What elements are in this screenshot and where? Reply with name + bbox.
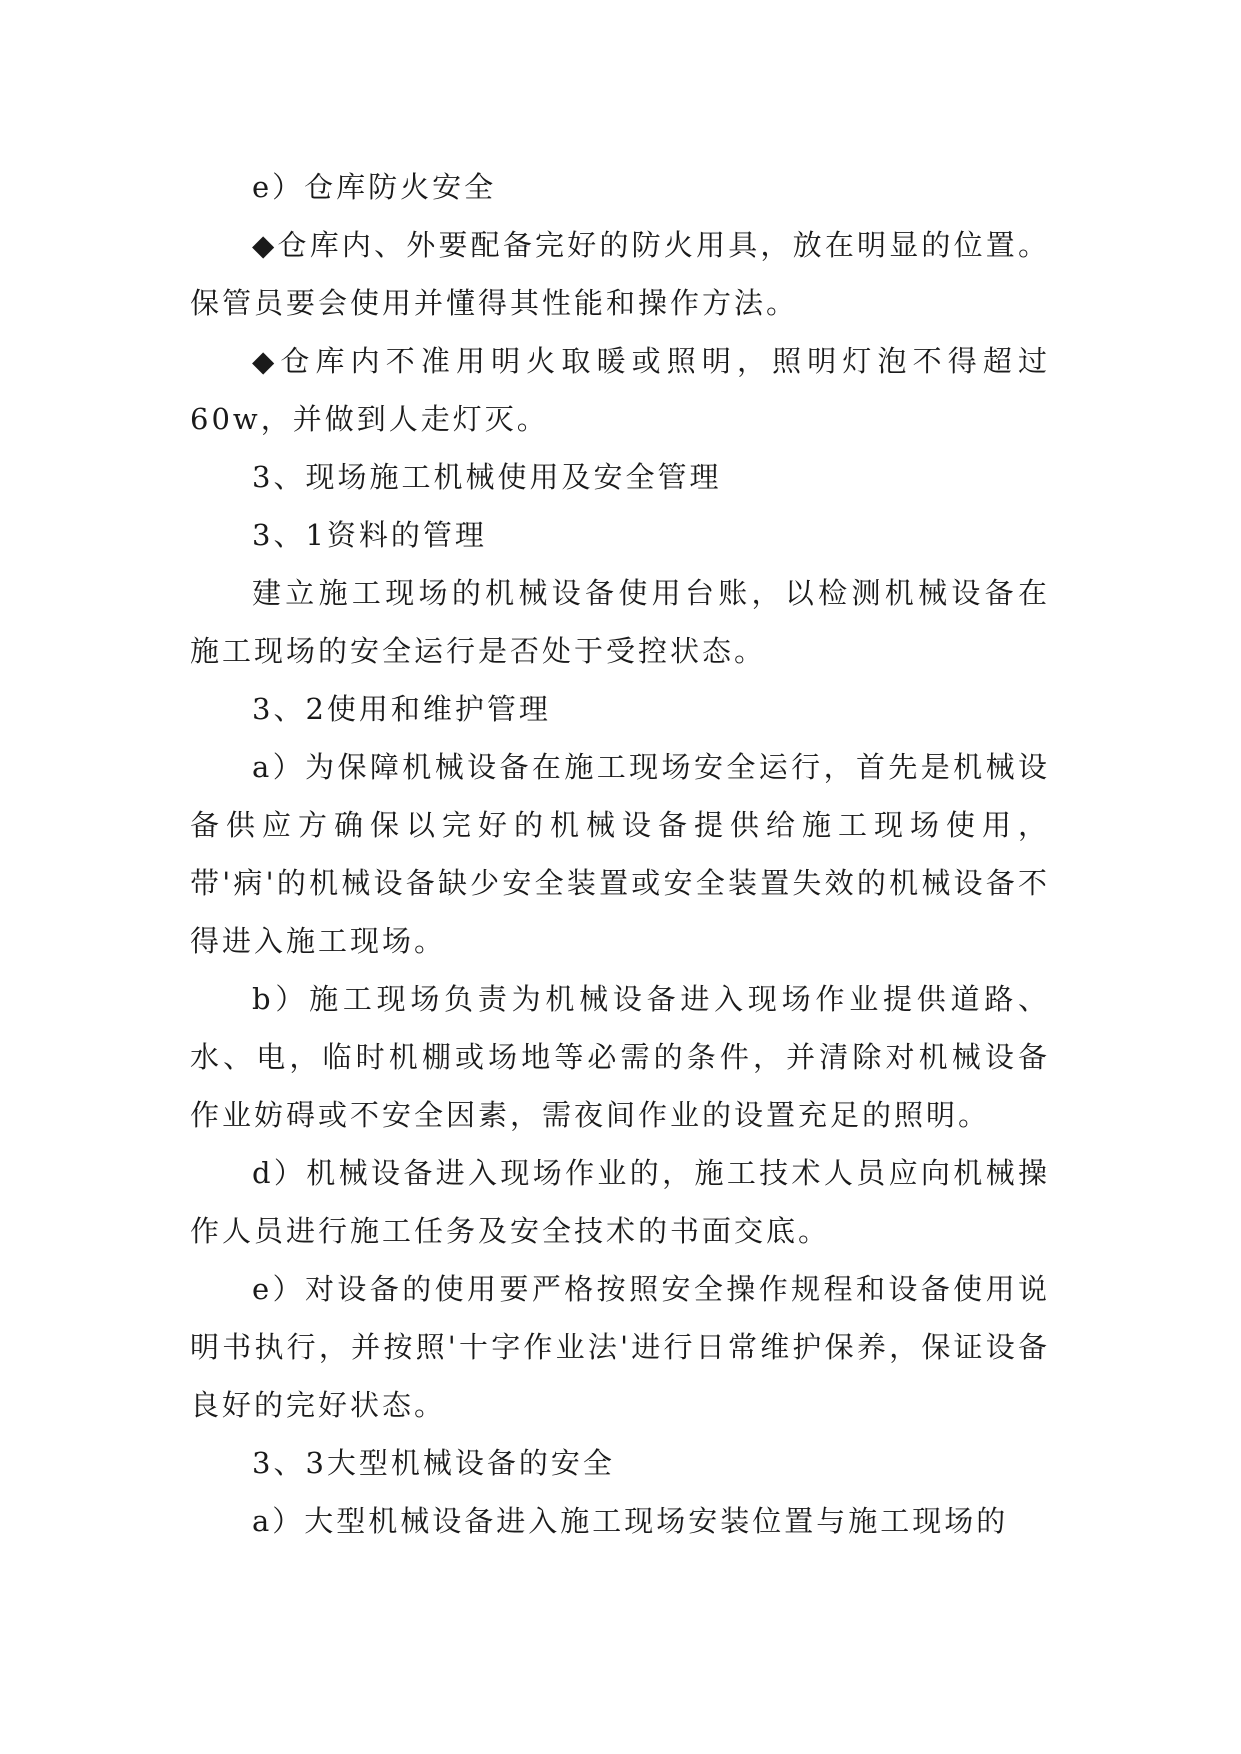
- heading-warehouse-fire-safety: e）仓库防火安全: [252, 170, 497, 204]
- paragraph-item-b-site-conditions: b）施工现场负责为机械设备进入现场作业提供道路、水、电，临时机棚或场地等必需的条件，并清除对机械设备作业妨碍或不安全因素，需夜间作业的设置充足的照明。: [190, 982, 1050, 1132]
- paragraph-item-a-installation: a）大型机械设备进入施工现场安装位置与施工现场的: [252, 1504, 1009, 1538]
- paragraph-fire-equipment: ◆仓库内、外要配备完好的防火用具，放在明显的位置。保管员要会使用并懂得其性能和操作方法。: [190, 228, 1050, 320]
- paragraph-no-open-flame: ◆仓库内不准用明火取暖或照明，照明灯泡不得超过60w，并做到人走灯灭。: [190, 344, 1050, 436]
- paragraph-item-d-briefing: d）机械设备进入现场作业的，施工技术人员应向机械操作人员进行施工任务及安全技术的书面交底。: [190, 1156, 1050, 1248]
- paragraph-equipment-ledger: 建立施工现场的机械设备使用台账，以检测机械设备在施工现场的安全运行是否处于受控状态。: [190, 576, 1050, 668]
- heading-use-and-maintenance: 3、2使用和维护管理: [252, 692, 551, 726]
- paragraph-item-a-supply: a）为保障机械设备在施工现场安全运行，首先是机械设备供应方确保以完好的机械设备提供给施工现场使用，带'病'的机械设备缺少安全装置或安全装置失效的机械设备不得进入施工现场。: [190, 750, 1050, 958]
- document-body: [190, 158, 1050, 1550]
- heading-records-management: 3、1资料的管理: [252, 518, 487, 552]
- paragraph-item-e-operation: e）对设备的使用要严格按照安全操作规程和设备使用说明书执行，并按照'十字作业法'进行日常维护保养，保证设备良好的完好状态。: [190, 1272, 1050, 1422]
- heading-large-equipment-safety: 3、3大型机械设备的安全: [252, 1446, 615, 1480]
- heading-site-machinery-management: 3、现场施工机械使用及安全管理: [252, 460, 722, 494]
